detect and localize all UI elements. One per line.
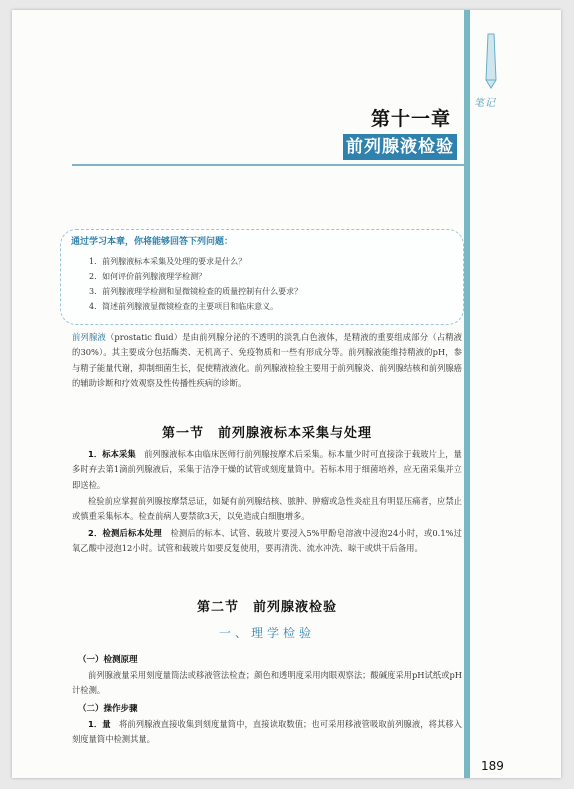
collection-paragraph: 1．标本采集 前列腺液标本由临床医师行前列腺按摩术后采集。标本量少时可直接涂于载玻片上，量多时弃去第1滴前列腺液后，采集于洁净干燥的试管或刻度量筒中。若标本用于细菌培养，应无菌采集并立即送检。 [72,449,462,490]
intro-paragraph: 前列腺液（prostatic fluid）是由前列腺分泌的不透明的淡乳白色液体，是精液的重要组成部分（占精液的30%）。其主要成分包括酶类、无机离子、免疫物质和一些有形成分等。前列腺液能维持精液的pH，参与精子能量代谢，抑制细菌生长，促使精液液化。前列腺液检验主要用于前列腺炎、前列腺结核和前列腺癌的辅助诊断和疗效观察及性传播性疾病的诊断。 [72,332,462,388]
principle-heading: （一）检测原理 [78,655,138,665]
subsection-title: 一、理学检验 [218,626,315,640]
principle-paragraph: 前列腺液量采用刻度量筒法或移液管法检查；颜色和透明度采用肉眼观察法；酸碱度采用pH试纸或pH计检测。 [72,670,462,696]
disposal-label: 2．检测后标本处理 [88,528,162,538]
book-page [12,10,561,778]
collection-label: 1．标本采集 [88,449,136,459]
disposal-paragraph: 2．检测后标本处理 检测后的标本、试管、载玻片要浸入5%甲酚皂溶液中浸泡24小时，或0.1%过氧乙酸中浸泡12小时。试管和载玻片如要反复使用，要再清洗、流水冲洗、晾干或烘干后备用。 [72,528,462,554]
objective-item: 3．前列腺液理学检测和显微镜检查的质量控制有什么要求？ [89,287,303,296]
objective-item: 1．前列腺液标本采集及处理的要求是什么？ [89,257,247,266]
chapter-number: 第十一章 [370,108,451,130]
objective-item: 4．简述前列腺液显微镜检查的主要项目和临床意义。 [89,302,279,311]
procedure-heading: （二）操作步骤 [78,704,138,714]
chapter-title: 前列腺液检验 [343,134,457,160]
precaution-paragraph: 检验前应掌握前列腺按摩禁忌证，如疑有前列腺结核、脓肿、肿瘤或急性炎症且有明显压痛者，应禁止或慎重采集标本。检查前病人要禁欲3天，以免造成白细胞增多。 [72,496,462,522]
section-2-title: 第二节 前列腺液检验 [196,600,337,615]
learning-objectives-box [60,229,464,325]
objectives-list [89,254,302,314]
chapter-rule [72,164,464,166]
volume-label: 1．量 [88,719,111,729]
section-1-title: 第一节 前列腺液标本采集与处理 [161,426,372,441]
margin-rule [464,10,470,778]
pencil-icon [482,32,504,96]
intro-term: 前列腺液 [72,332,106,342]
procedure-paragraph: 1．量 将前列腺液直接收集到刻度量筒中，直接读取数值；也可采用移液管吸取前列腺液，将其移入刻度量筒中检测其量。 [72,719,462,745]
page-number: 189 [481,759,504,773]
notes-label: 笔记 [474,98,496,109]
objective-item: 2．如何评价前列腺液理学检测？ [89,272,207,281]
objectives-heading: 通过学习本章，你将能够回答下列问题： [71,237,234,247]
